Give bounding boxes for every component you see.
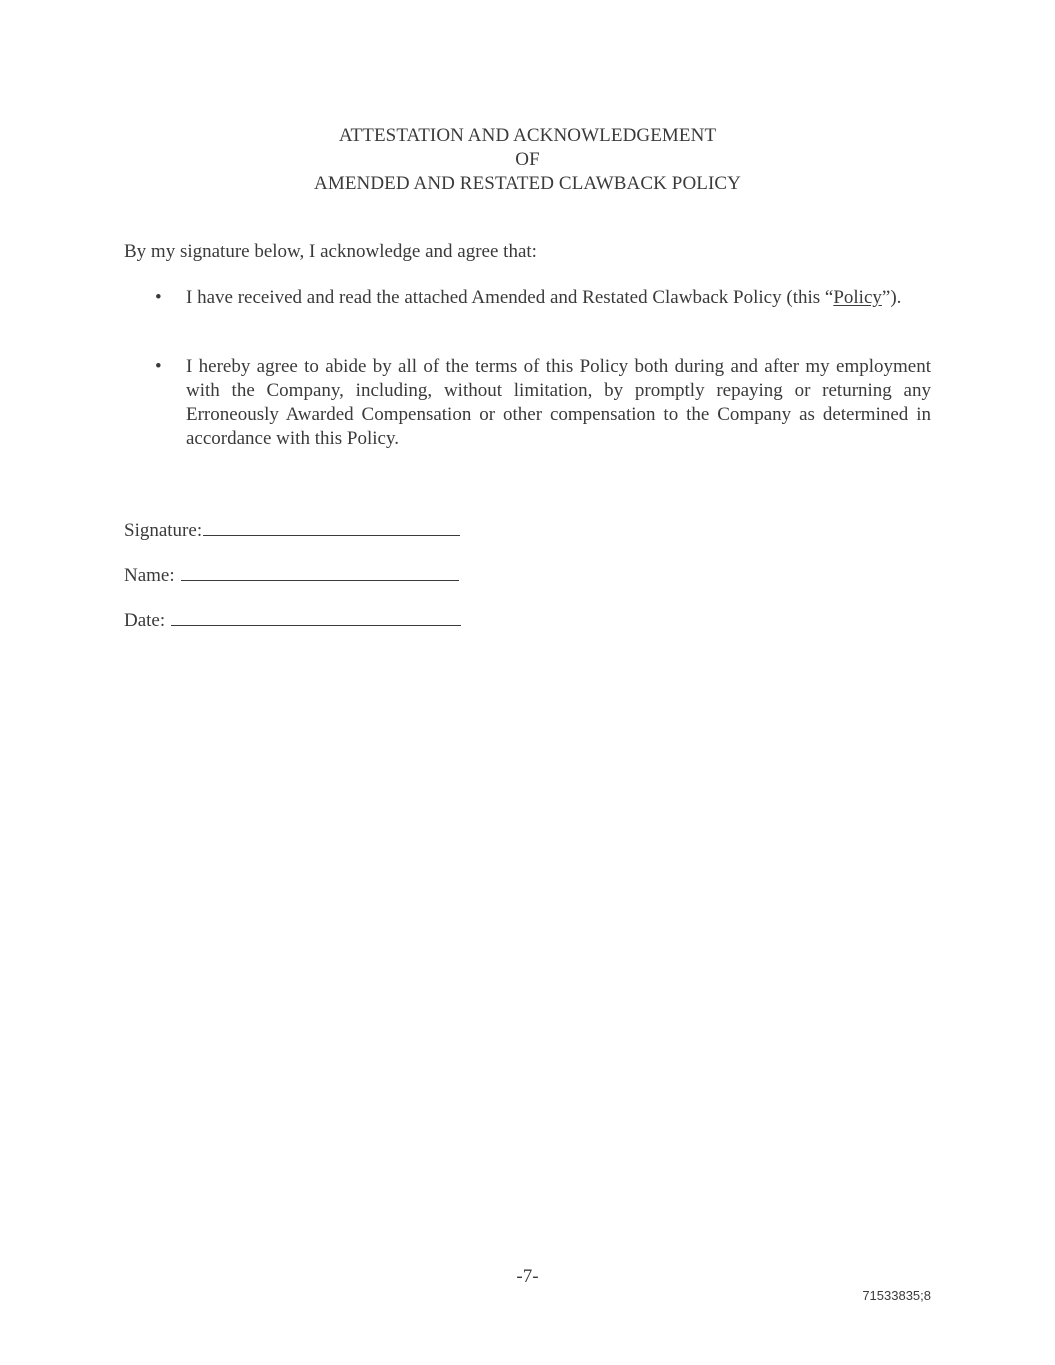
list-item-text: I have received and read the attached Amended and Restated Clawback Policy (this “ — [186, 287, 834, 308]
date-field — [124, 606, 461, 633]
list-item-text-end: ”). — [881, 287, 902, 308]
page-number: -7- — [516, 1266, 539, 1287]
defined-term: Policy — [833, 287, 882, 308]
intro-paragraph: By my signature below, I acknowledge and agree that: — [124, 241, 537, 262]
title-line-3: AMENDED AND RESTATED CLAWBACK POLICY — [314, 173, 741, 194]
list-item-text: I hereby agree to abide by all of the terms of this Policy both during and after my employment with the Company, including, without limitation, by promptly repaying or returning any Erroneously Awarded Compensation or other compensation to the Company as determined in accordance with this Policy. — [186, 356, 931, 449]
list-item — [155, 286, 931, 310]
name-label: Name: — [124, 565, 175, 586]
bullet-icon: • — [155, 287, 162, 308]
document-title — [0, 124, 1055, 196]
document-id: 71533835;8 — [862, 1288, 931, 1303]
signature-line — [203, 516, 460, 536]
name-field — [124, 561, 459, 588]
name-line — [181, 561, 459, 581]
signature-label: Signature: — [124, 520, 203, 541]
title-line-1: ATTESTATION AND ACKNOWLEDGEMENT — [338, 125, 717, 146]
signature-field — [124, 516, 460, 543]
title-line-2: OF — [515, 149, 540, 170]
bullet-icon: • — [155, 356, 162, 377]
date-line — [171, 606, 461, 626]
date-label: Date: — [124, 610, 166, 631]
list-item — [155, 355, 931, 451]
